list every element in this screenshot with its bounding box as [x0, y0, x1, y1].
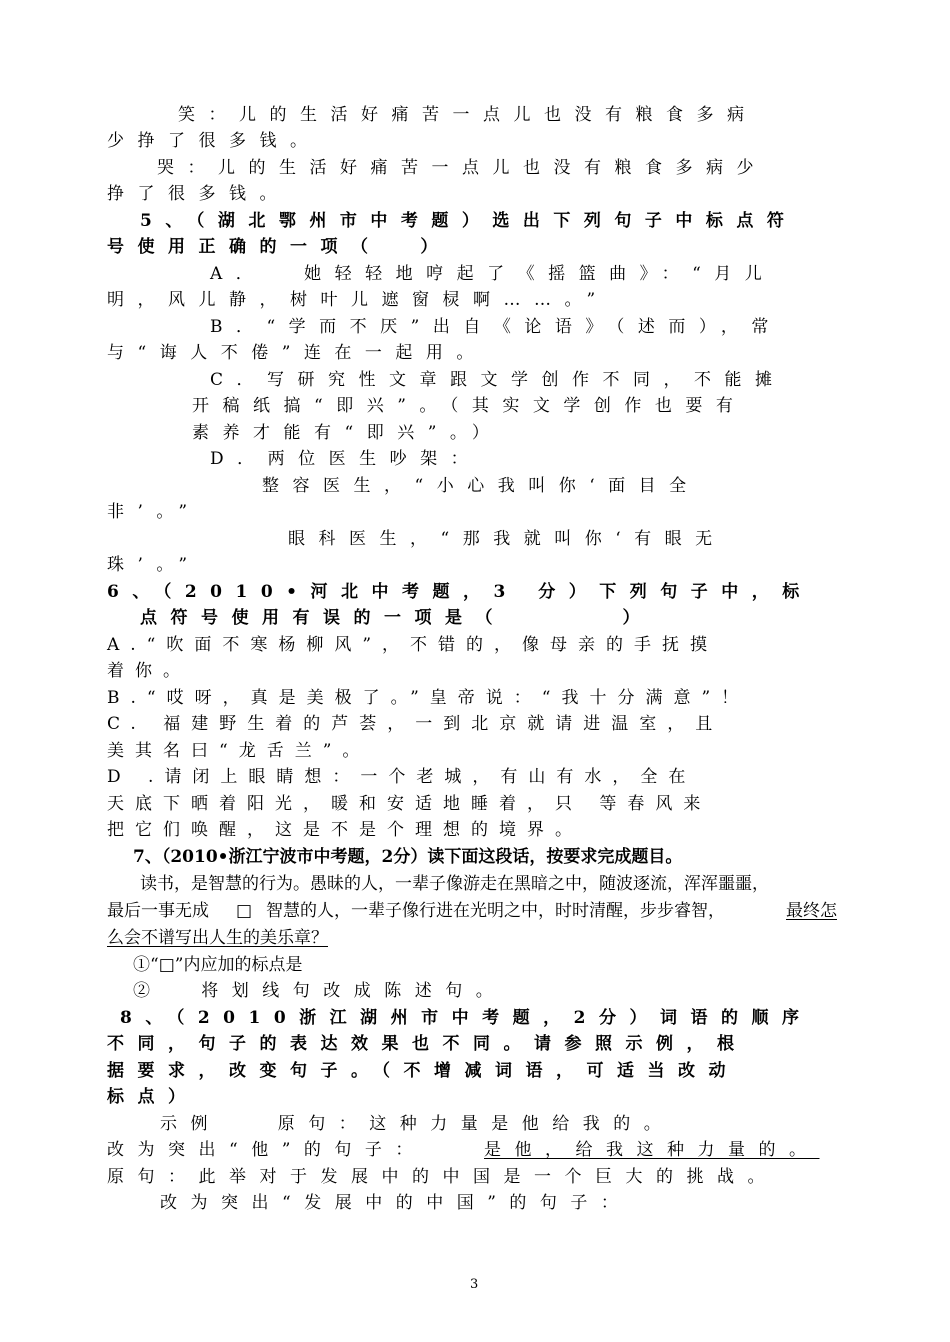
- page-number: 3: [470, 1277, 479, 1292]
- option-c-cont: 美其名曰“龙舌兰”。: [107, 741, 371, 761]
- question-5-heading-cont: 号使用正确的一项（ ）: [107, 237, 451, 257]
- text-line: 少挣了很多钱。: [107, 131, 321, 151]
- rewrite-prompt: 改为突出“发展中的中国”的句子：: [160, 1193, 632, 1213]
- blank-box: □: [236, 901, 253, 921]
- question-8-heading-cont: 标点）: [107, 1087, 199, 1107]
- question-5-heading: 5、（湖北鄂州市中考题）选出下列句子中标点符: [140, 211, 798, 231]
- option-d-line-cont: 非’。”: [107, 502, 201, 522]
- subquestion-1: ①“□”内应加的标点是: [133, 955, 303, 975]
- option-c: C．写研究性文章跟文学创作不同，不能摊: [210, 370, 786, 390]
- example-line: 示例 原句：这种力量是他给我的。: [160, 1114, 675, 1134]
- option-d-line: 眼科医生，“那我就叫你‘有眼无: [288, 529, 726, 549]
- option-c-cont: 开稿纸搞“即兴”。（其实文学创作也要有: [192, 396, 747, 416]
- option-d-cont: 把它们唤醒，这是不是个理想的境界。: [107, 820, 583, 840]
- text-line: 哭：儿的生活好痛苦一点儿也没有粮食多病少: [157, 158, 767, 178]
- question-8-heading-cont: 不同，句子的表达效果也不同。请参照示例，根: [107, 1034, 748, 1054]
- question-6-heading-cont: 点符号使用有误的一项是（ ）: [140, 608, 654, 628]
- option-a-cont: 明，风儿静，树叶儿遮窗棂啊……。”: [107, 290, 609, 310]
- option-d-line-cont: 珠’。”: [107, 555, 201, 575]
- underlined-sentence: 么会不谱写出人生的美乐章？: [107, 928, 328, 948]
- option-d: D．两位医生吵架：: [210, 449, 482, 469]
- question-8-heading-cont: 据要求，改变句子。（不增减词语，可适当改动: [107, 1061, 739, 1081]
- text-line: 笑：儿的生活好痛苦一点儿也没有粮食多病: [178, 105, 758, 125]
- original-sentence: 原句：此举对于发展中的中国是一个巨大的挑战。: [107, 1167, 778, 1187]
- underlined-sentence: 最终怎: [786, 901, 837, 921]
- option-c-cont: 素养才能有“即兴”。）: [192, 423, 503, 443]
- text-line: 挣了很多钱。: [107, 184, 290, 204]
- question-6-heading: 6、（2010•河北中考题，3 分）下列句子中，标: [107, 582, 813, 602]
- passage-line: 智慧的人，一辈子像行进在光明之中，时时清醒，步步睿智，: [266, 901, 725, 921]
- option-b: B．“学而不厌”出自《论语》（述而），常: [210, 317, 782, 337]
- option-d: D .请闭上眼睛想：一个老城，有山有水，全在: [107, 767, 697, 787]
- option-b-cont: 与“诲人不倦”连在一起用。: [107, 343, 487, 363]
- question-7-heading: 7、（2010•浙江宁波市中考题，2分）读下面这段话，按要求完成题目。: [133, 847, 683, 867]
- question-8-heading: 8、（2010浙江湖州市中考题，2分）词语的顺序: [120, 1008, 813, 1028]
- example-line: 改为突出“他”的句子：: [107, 1140, 426, 1160]
- option-a: A.“吹面不寒杨柳风”，不错的，像母亲的手抚摸: [107, 635, 719, 655]
- passage-line: 读书，是智慧的行为。愚昧的人，一辈子像游走在黑暗之中，随波逐流，浑浑噩噩，: [140, 874, 769, 894]
- option-a-cont: 着你。: [107, 661, 191, 681]
- option-c: C. 福建野生着的芦荟，一到北京就请进温室，且: [107, 714, 724, 734]
- example-answer: 是他，给我这种力量的。: [484, 1140, 820, 1160]
- option-a: A． 她轻轻地哼起了《摇篮曲》：“月儿: [210, 264, 776, 284]
- subquestion-2: ② 将划线句改成陈述句。: [133, 981, 507, 1001]
- option-b: B.“哎呀，真是美极了。”皇帝说：“我十分满意”！: [107, 688, 750, 708]
- option-d-cont: 天底下晒着阳光，暖和安适地睡着，只 等春风来: [107, 794, 712, 814]
- option-d-line: 整容医生，“小心我叫你‘面目全: [262, 476, 700, 496]
- passage-line: 最后一事无成: [107, 901, 209, 921]
